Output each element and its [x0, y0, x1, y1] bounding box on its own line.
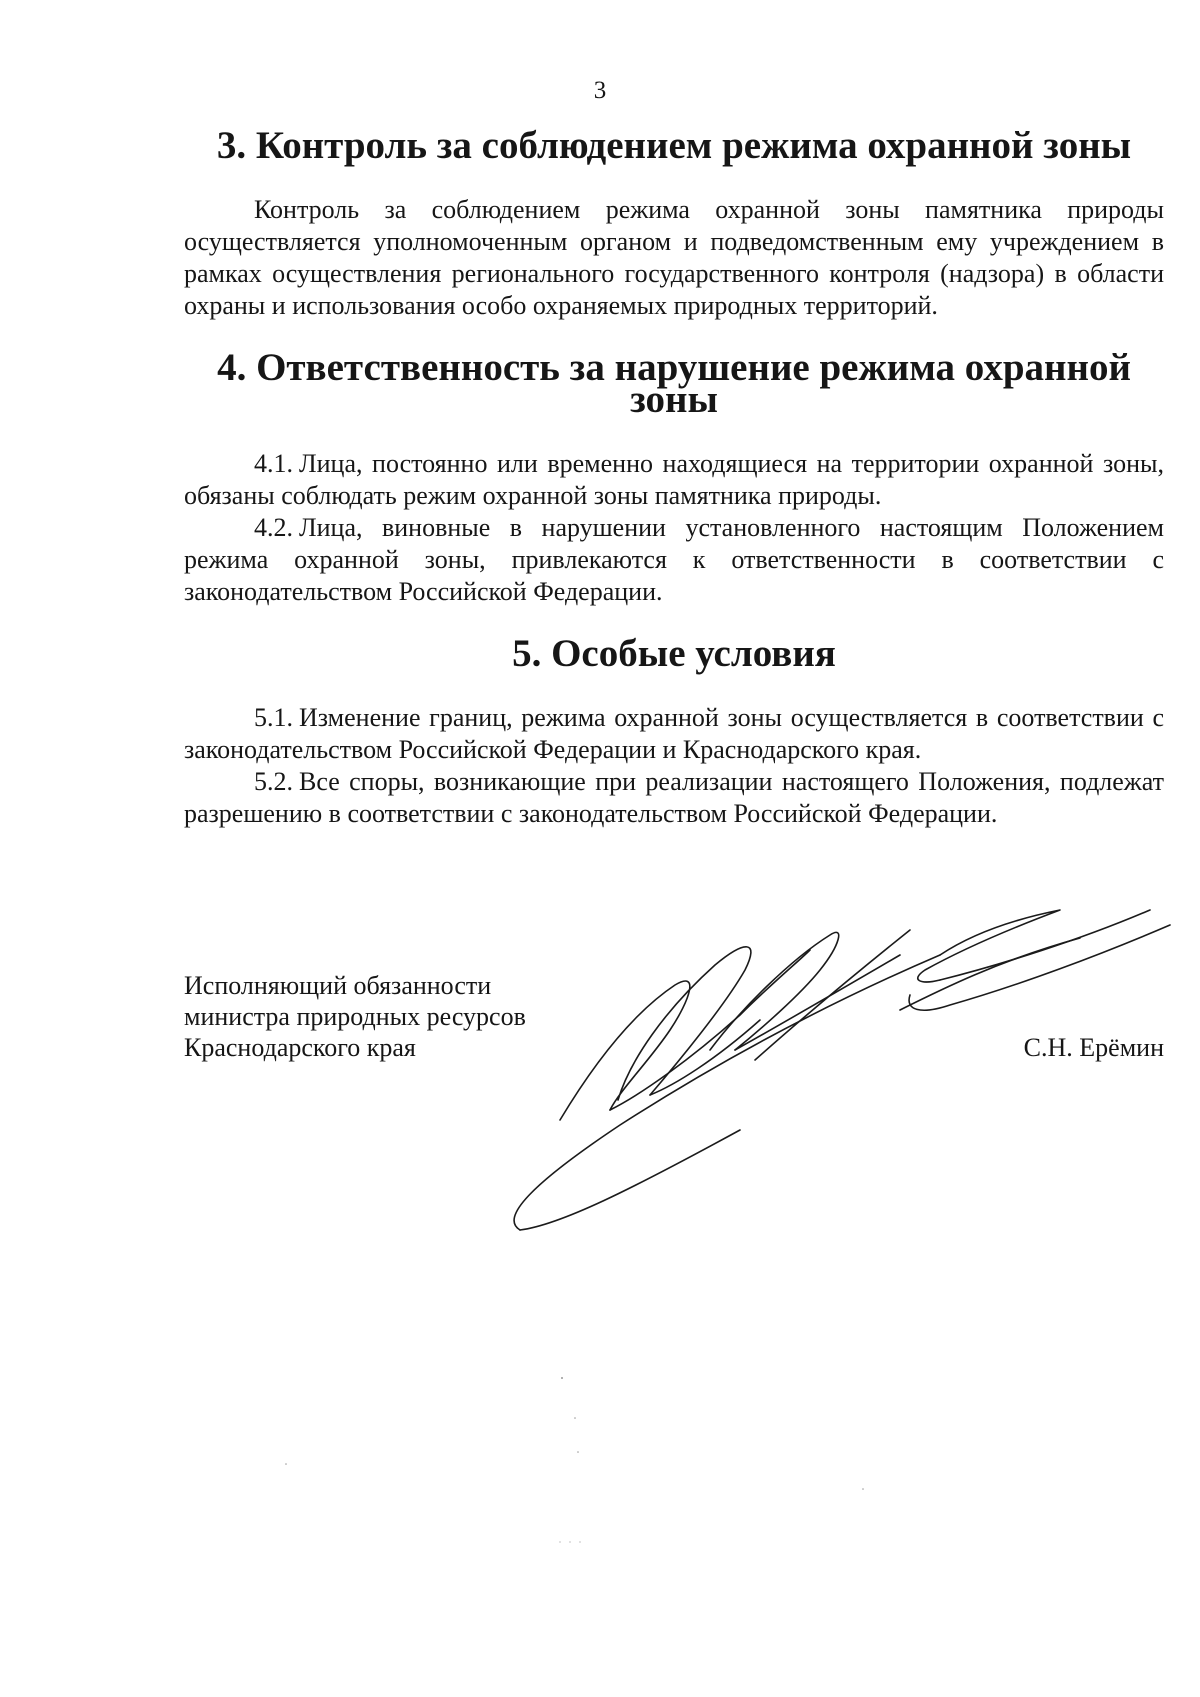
paragraph-number: 5.2.: [254, 767, 293, 796]
signer-position-line-2: министра природных ресурсов: [184, 1002, 526, 1031]
signer-position-line-3: Краснодарского края: [184, 1033, 416, 1062]
signer-name: С.Н. Ерёмин: [1023, 1033, 1164, 1062]
paragraph-text: Изменение границ, режима охранной зоны осуществляется в соответствии с законодательством Российской Федерации и Краснодарского края.: [184, 703, 1164, 764]
paragraph-text: Лица, постоянно или временно находящиеся на территории охранной зоны, обязаны соблюдать режим охранной зоны памятника природы.: [184, 449, 1164, 510]
document-body: [184, 124, 1164, 830]
paragraph-text: Все споры, возникающие при реализации настоящего Положения, подлежат разрешению в соответствии с законодательством Российской Федерации.: [184, 767, 1164, 828]
handwritten-signature: [500, 900, 1200, 1260]
section-3-heading: 3. Контроль за соблюдением режима охранной зоны: [216, 124, 1132, 167]
paragraph-number: 4.2.: [254, 513, 293, 542]
paragraph-number: 4.1.: [254, 449, 293, 478]
section-4-heading: 4. Ответственность за нарушение режима охранной зоны: [217, 346, 1131, 421]
paragraph-number: 5.1.: [254, 703, 293, 732]
section-5-paragraph-1: [184, 702, 1164, 766]
section-3-paragraph-1: [184, 194, 1164, 322]
section-4-paragraph-1: [184, 448, 1164, 512]
section-4-paragraph-2: [184, 512, 1164, 608]
section-5-heading: 5. Особые условия: [512, 632, 836, 675]
paragraph-text: Лица, виновные в нарушении установленного настоящим Положением режима охранной зоны, привлекаются к ответственности в соответствии с законодательством Российской Федерации.: [184, 513, 1164, 606]
paragraph-text: Контроль за соблюдением режима охранной зоны памятника природы осуществляется уполномоченным органом и подведомственным ему учреждением в рамках осуществления регионального государственного контроля (надзора) в области охраны и использования особо охраняемых природных территорий.: [184, 195, 1164, 320]
page-number: 3: [593, 77, 607, 104]
section-5-paragraph-2: [184, 766, 1164, 830]
signer-position-line-1: Исполняющий обязанности: [184, 971, 492, 1000]
